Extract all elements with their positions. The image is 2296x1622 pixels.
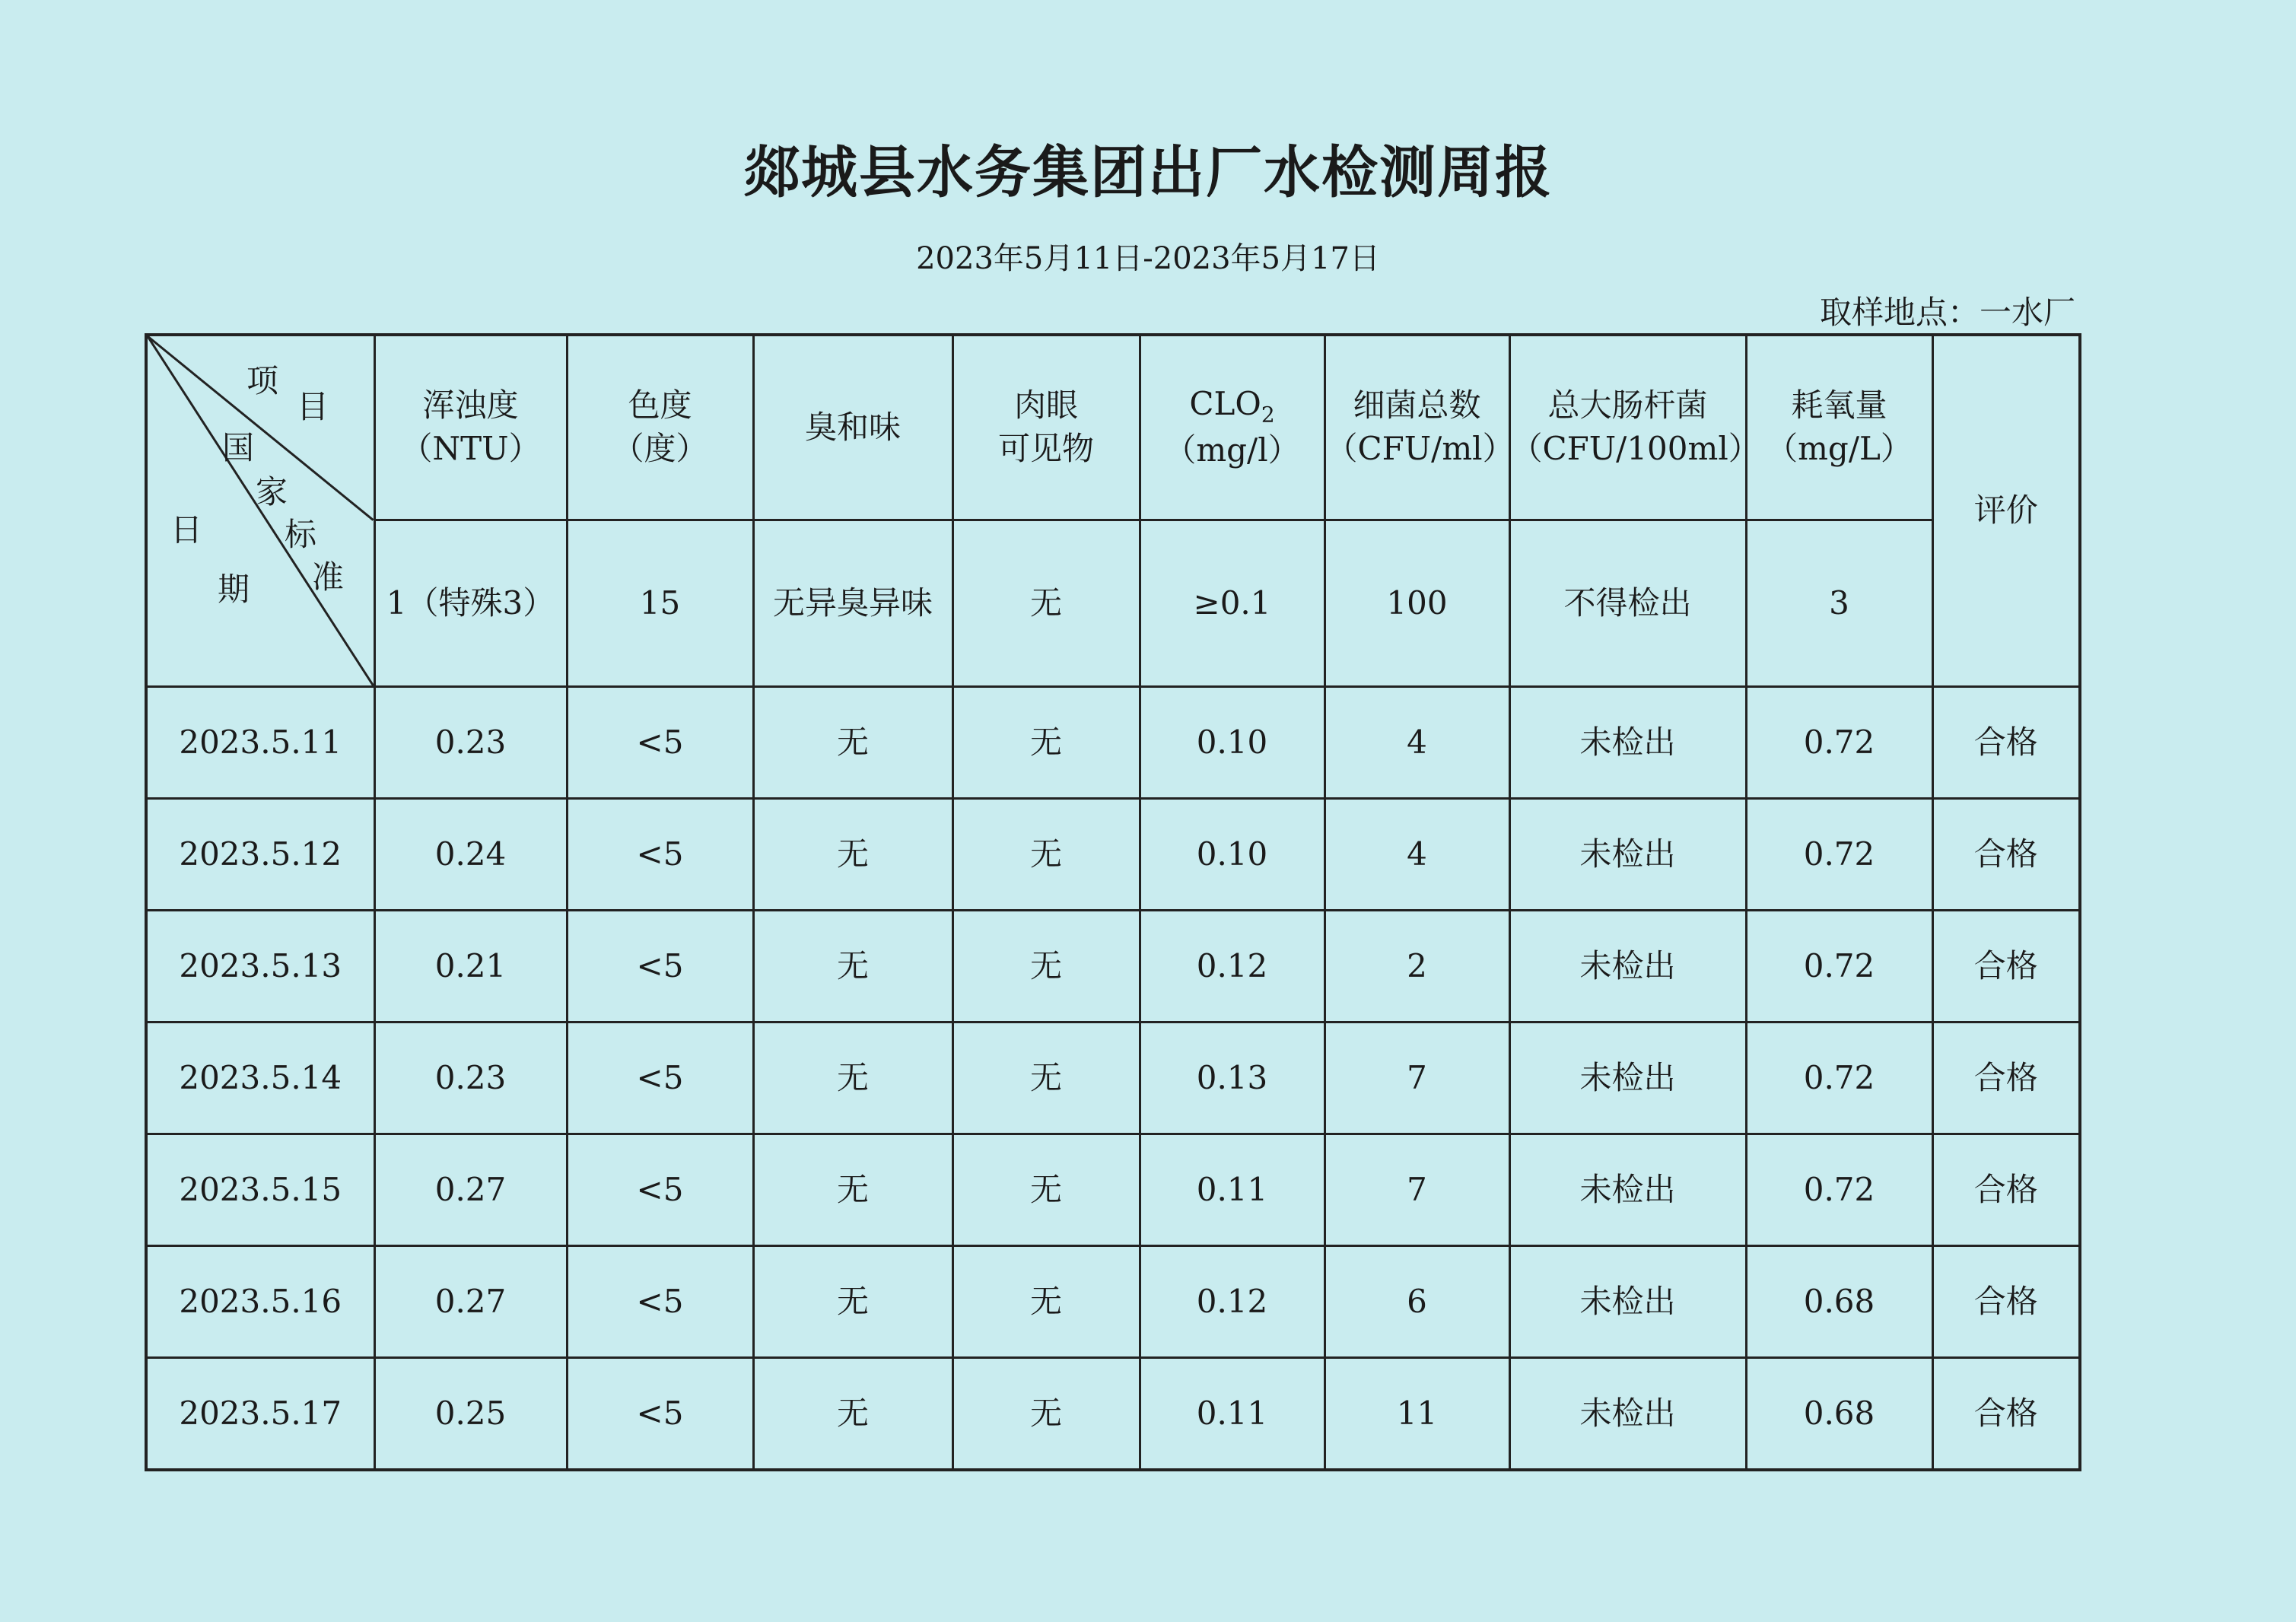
- row-value: 0.68: [1746, 1246, 1932, 1358]
- row-value: 0.12: [1140, 1246, 1324, 1358]
- row-value: <5: [567, 1358, 753, 1471]
- row-value: 4: [1324, 687, 1509, 799]
- row-result: 合格: [1932, 1134, 2080, 1246]
- row-result: 合格: [1932, 911, 2080, 1022]
- row-value: 0.72: [1746, 1134, 1932, 1246]
- standard-value: 15: [567, 520, 753, 687]
- row-result: 合格: [1932, 1022, 2080, 1134]
- row-value: 未检出: [1509, 687, 1746, 799]
- row-value: 无: [952, 799, 1140, 911]
- header-row: [146, 335, 2080, 520]
- column-header-turbidity: 浑浊度 （NTU）: [374, 335, 567, 520]
- row-value: 无: [952, 687, 1140, 799]
- table-row: [146, 687, 2080, 799]
- row-value: 0.27: [374, 1134, 567, 1246]
- row-value: 无: [952, 1022, 1140, 1134]
- table-row: [146, 1358, 2080, 1471]
- row-value: <5: [567, 799, 753, 911]
- column-header-clo2: $CLO_2$ （mg/l）: [1140, 335, 1324, 520]
- row-value: 0.13: [1140, 1022, 1324, 1134]
- row-value: 0.10: [1140, 799, 1324, 911]
- row-value: 0.72: [1746, 911, 1932, 1022]
- row-value: 未检出: [1509, 1246, 1746, 1358]
- row-value: <5: [567, 687, 753, 799]
- row-date: 2023.5.15: [146, 1134, 374, 1246]
- row-value: 未检出: [1509, 1358, 1746, 1471]
- row-value: 0.21: [374, 911, 567, 1022]
- row-value: 无: [753, 911, 952, 1022]
- row-date: 2023.5.12: [146, 799, 374, 911]
- row-value: 0.23: [374, 1022, 567, 1134]
- column-header-visible-matter: 肉眼 可见物: [952, 335, 1140, 520]
- standard-value: 无异臭异味: [753, 520, 952, 687]
- standard-value: 3: [1746, 520, 1932, 687]
- row-value: 无: [952, 1358, 1140, 1471]
- standard-value: 无: [952, 520, 1140, 687]
- row-value: 无: [952, 911, 1140, 1022]
- row-result: 合格: [1932, 687, 2080, 799]
- table-row: [146, 1246, 2080, 1358]
- row-value: 无: [753, 1022, 952, 1134]
- standard-value: 100: [1324, 520, 1509, 687]
- row-value: 未检出: [1509, 799, 1746, 911]
- row-value: 0.72: [1746, 1022, 1932, 1134]
- corner-standard-char: 准: [312, 558, 345, 596]
- row-value: 未检出: [1509, 911, 1746, 1022]
- row-value: 0.11: [1140, 1134, 1324, 1246]
- column-header-coliform: 总大肠杆菌 （CFU/100ml）: [1509, 335, 1746, 520]
- row-value: <5: [567, 911, 753, 1022]
- row-value: 4: [1324, 799, 1509, 911]
- row-date: 2023.5.16: [146, 1246, 374, 1358]
- corner-standard-char: 标: [285, 516, 317, 553]
- row-value: 0.12: [1140, 911, 1324, 1022]
- column-header-evaluation: 评价: [1932, 335, 2080, 687]
- row-value: <5: [567, 1246, 753, 1358]
- corner-standard-char: 国: [222, 429, 255, 466]
- report-date-range: 2023年5月11日-2023年5月17日: [916, 241, 1380, 276]
- row-value: 无: [753, 1246, 952, 1358]
- row-date: 2023.5.17: [146, 1358, 374, 1471]
- corner-date-char: 期: [218, 571, 250, 608]
- row-value: 0.27: [374, 1246, 567, 1358]
- table-row: [146, 799, 2080, 911]
- row-value: <5: [567, 1022, 753, 1134]
- row-value: 无: [753, 1358, 952, 1471]
- report-title: 郯城县水务集团出厂水检测周报: [743, 140, 1553, 205]
- row-value: <5: [567, 1134, 753, 1246]
- table-row: [146, 1134, 2080, 1246]
- table-row: [146, 911, 2080, 1022]
- sampling-location: 取样地点：一水厂: [1819, 294, 2075, 331]
- row-result: 合格: [1932, 799, 2080, 911]
- row-value: 0.11: [1140, 1358, 1324, 1471]
- standard-value: 1（特殊3）: [374, 520, 567, 687]
- row-value: 0.68: [1746, 1358, 1932, 1471]
- row-value: 6: [1324, 1246, 1509, 1358]
- table-row: [146, 1022, 2080, 1134]
- standard-value: ≥0.1: [1140, 520, 1324, 687]
- standard-value: 不得检出: [1509, 520, 1746, 687]
- row-value: 0.10: [1140, 687, 1324, 799]
- column-header-color: 色度 （度）: [567, 335, 753, 520]
- row-date: 2023.5.13: [146, 911, 374, 1022]
- row-value: 7: [1324, 1134, 1509, 1246]
- row-value: 无: [753, 799, 952, 911]
- row-value: 0.72: [1746, 687, 1932, 799]
- row-value: 0.72: [1746, 799, 1932, 911]
- row-value: 无: [753, 1134, 952, 1246]
- corner-standard-char: 家: [256, 473, 288, 510]
- row-value: 未检出: [1509, 1022, 1746, 1134]
- diagonal-header-cell: [146, 335, 374, 687]
- standards-row: [146, 520, 2080, 687]
- row-value: 11: [1324, 1358, 1509, 1471]
- corner-item-char: 项: [246, 362, 279, 399]
- row-value: 未检出: [1509, 1134, 1746, 1246]
- column-header-odor: 臭和味: [753, 335, 952, 520]
- row-date: 2023.5.14: [146, 1022, 374, 1134]
- row-value: 0.24: [374, 799, 567, 911]
- column-header-oxygen-consumption: 耗氧量 （mg/L）: [1746, 335, 1932, 520]
- column-header-bacteria: 细菌总数 （CFU/ml）: [1324, 335, 1509, 520]
- water-quality-table: [145, 333, 2081, 1471]
- row-value: 无: [753, 687, 952, 799]
- corner-date-char: 日: [170, 511, 203, 549]
- row-result: 合格: [1932, 1358, 2080, 1471]
- row-result: 合格: [1932, 1246, 2080, 1358]
- row-date: 2023.5.11: [146, 687, 374, 799]
- row-value: 7: [1324, 1022, 1509, 1134]
- row-value: 无: [952, 1246, 1140, 1358]
- row-value: 0.23: [374, 687, 567, 799]
- row-value: 2: [1324, 911, 1509, 1022]
- corner-item-char: 目: [297, 388, 329, 425]
- row-value: 0.25: [374, 1358, 567, 1471]
- row-value: 无: [952, 1134, 1140, 1246]
